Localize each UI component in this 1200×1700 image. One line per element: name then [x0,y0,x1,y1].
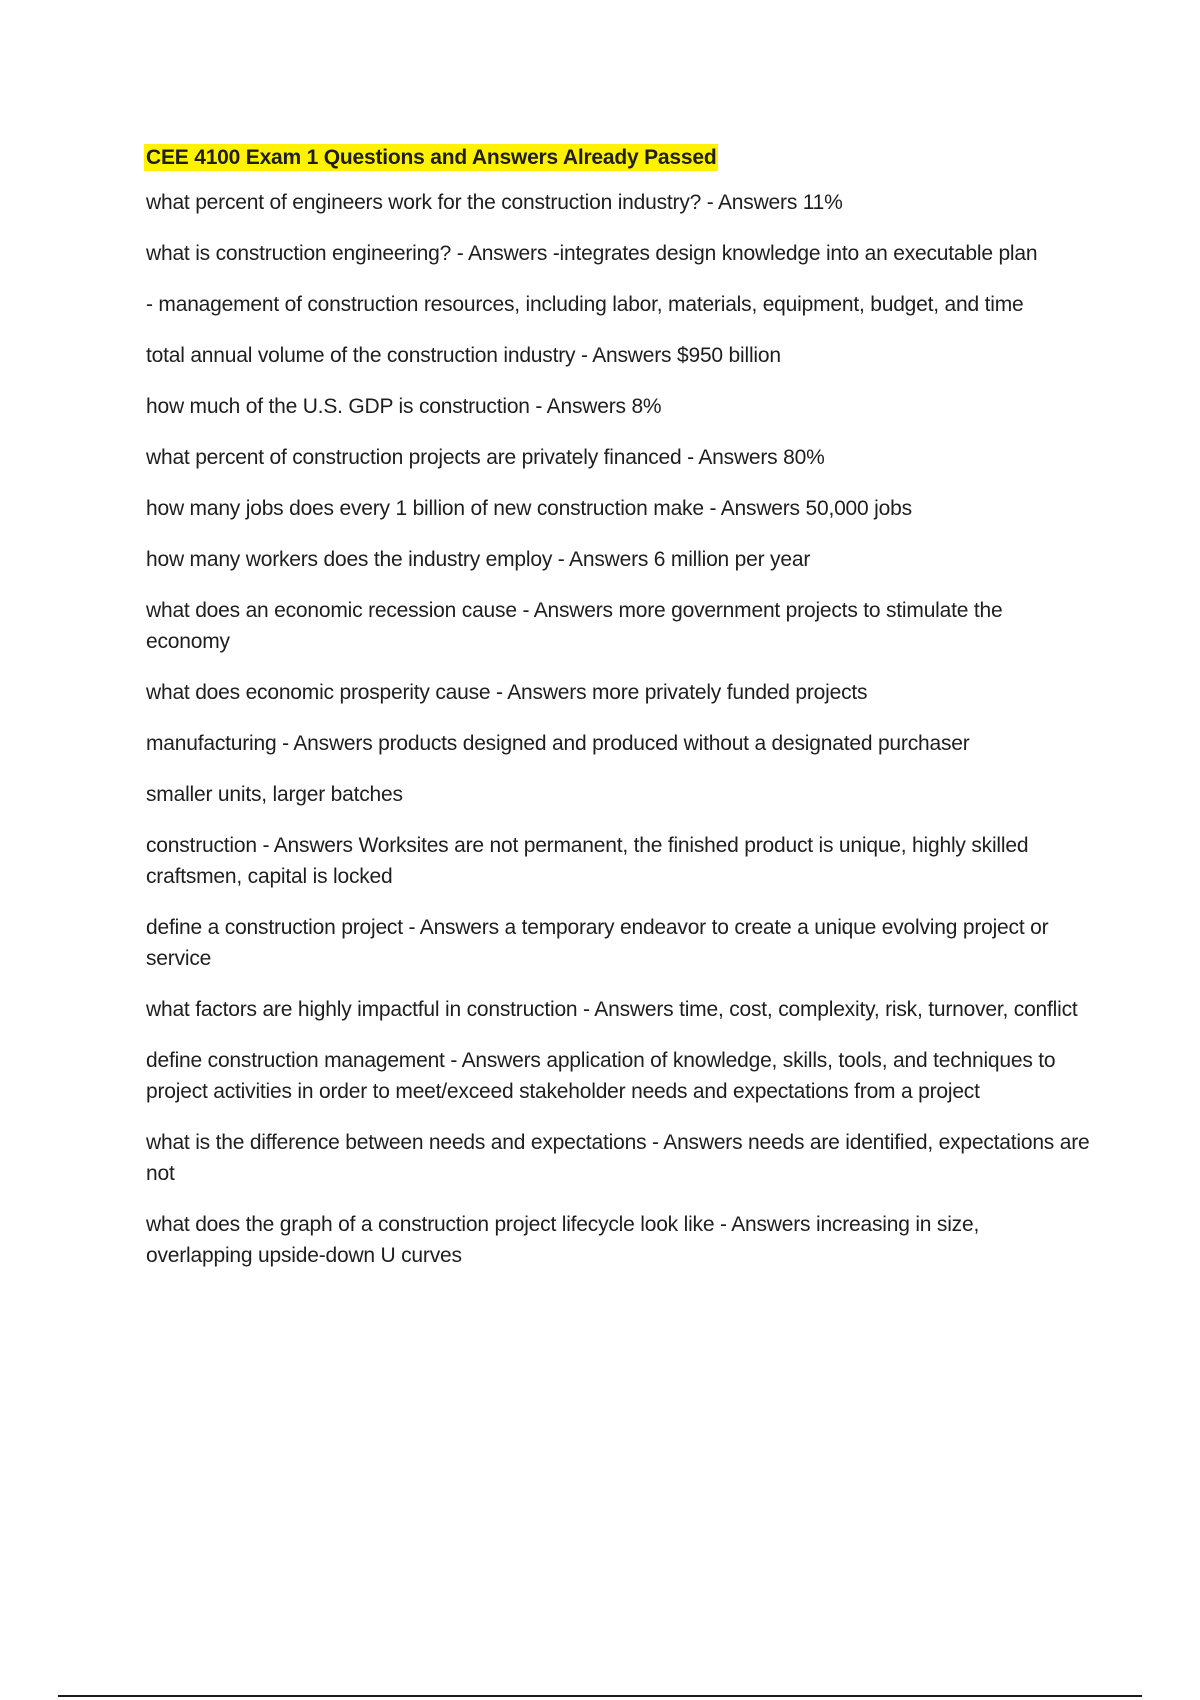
qa-item: - management of construction resources, including labor, materials, equipment, budget, and time [146,293,1024,316]
qa-item: what percent of engineers work for the construction industry? - Answers 11% [146,191,843,214]
qa-item: what percent of construction projects are privately financed - Answers 80% [146,446,825,469]
qa-item: manufacturing - Answers products designed and produced without a designated purchaser [146,732,970,755]
qa-item: define a construction project - Answers a temporary endeavor to create a unique evolving project or service [146,916,1049,970]
qa-item: how many workers does the industry employ - Answers 6 million per year [146,548,811,571]
qa-item: total annual volume of the construction industry - Answers $950 billion [146,344,781,367]
qa-item: how much of the U.S. GDP is construction - Answers 8% [146,395,662,418]
qa-item: define construction management - Answers application of knowledge, skills, tools, and techniques to project activities in order to meet/exceed stakeholder needs and expectations from a project [146,1049,1056,1103]
qa-item: construction - Answers Worksites are not permanent, the finished product is unique, highly skilled craftsmen, capital is locked [146,834,1029,888]
qa-item: smaller units, larger batches [146,783,403,806]
qa-item: what does the graph of a construction project lifecycle look like - Answers increasing in size, overlapping upside-down U curves [146,1213,980,1267]
qa-list [146,187,1091,1271]
qa-item: how many jobs does every 1 billion of new construction make - Answers 50,000 jobs [146,497,912,520]
qa-item: what factors are highly impactful in construction - Answers time, cost, complexity, risk, turnover, conflict [146,998,1078,1021]
qa-item: what is construction engineering? - Answers -integrates design knowledge into an executable plan [146,242,1038,265]
qa-item: what does economic prosperity cause - Answers more privately funded projects [146,681,868,704]
qa-item: what does an economic recession cause - Answers more government projects to stimulate the economy [146,599,1003,653]
document-title: CEE 4100 Exam 1 Questions and Answers Already Passed [146,146,717,169]
document-page [146,144,1091,1291]
page-bottom-rule [58,1695,1142,1697]
qa-item: what is the difference between needs and expectations - Answers needs are identified, expectations are not [146,1131,1090,1185]
